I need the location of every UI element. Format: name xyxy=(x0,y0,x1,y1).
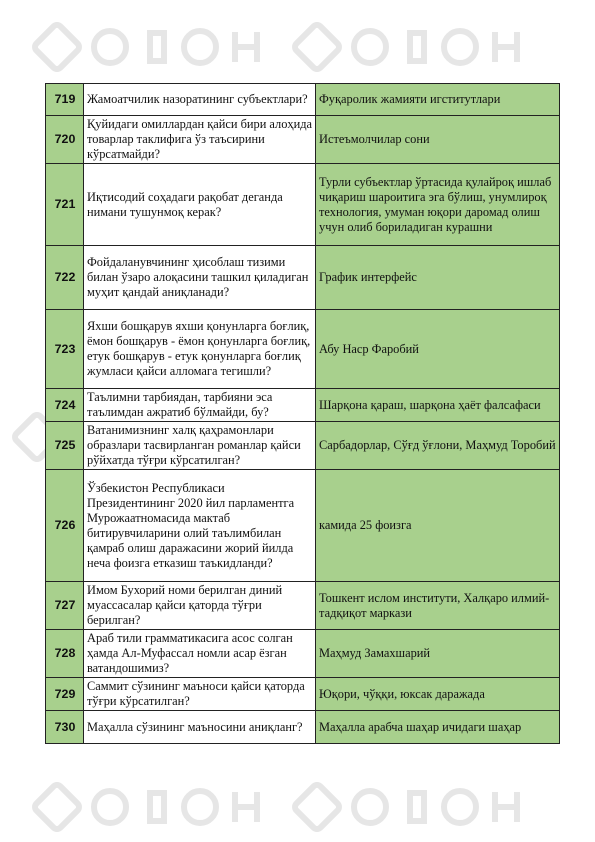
table-row xyxy=(46,630,560,678)
question-cell: Ватанимизнинг халқ қаҳрамонлари образлари тасвирланган романлар қайси рўйхатда тўғри кўрсатилган? xyxy=(84,422,316,470)
answer-cell: Сарбадорлар, Сўғд ўғлони, Маҳмуд Торобий xyxy=(316,422,560,470)
table-row xyxy=(46,711,560,744)
question-answer-table xyxy=(45,83,560,744)
answer-cell: Маҳалла арабча шаҳар ичидаги шаҳар xyxy=(316,711,560,744)
row-number: 730 xyxy=(46,711,84,744)
question-cell: Иқтисодий соҳадаги рақобат деганда нимани тушунмоқ керак? xyxy=(84,164,316,246)
question-cell: Яхши бошқарув яхши қонунларга боғлиқ, ёмон бошқарув - ёмон қонунларга боғлиқ, етук бошқарув - етук қонунларга боғлиқ жумласи қайси алломага тегишли? xyxy=(84,310,316,389)
row-number: 728 xyxy=(46,630,84,678)
answer-cell: Шарқона қараш, шарқона ҳаёт фалсафаси xyxy=(316,389,560,422)
answer-cell: Фуқаролик жамияти игститутлари xyxy=(316,84,560,116)
question-cell: Қуйидаги омиллардан қайси бири алоҳида товарлар таклифига ўз таъсирини кўрсатмайди? xyxy=(84,116,316,164)
question-cell: Фойдаланувчининг ҳисоблаш тизими билан ўзаро алоқасини ташкил қиладиган муҳит қандай аниқланади? xyxy=(84,246,316,310)
question-cell: Имом Бухорий номи берилган диний муассасалар қайси қаторда тўғри берилган? xyxy=(84,582,316,630)
question-cell: Маҳалла сўзининг маъносини аниқланг? xyxy=(84,711,316,744)
table-row xyxy=(46,246,560,310)
question-cell: Таълимни тарбиядан, тарбияни эса таълимдан ажратиб бўлмайди, бу? xyxy=(84,389,316,422)
answer-cell: График интерфейс xyxy=(316,246,560,310)
table-row xyxy=(46,116,560,164)
answer-cell: Абу Наср Фаробий xyxy=(316,310,560,389)
answer-cell: Истеъмолчилар сони xyxy=(316,116,560,164)
row-number: 720 xyxy=(46,116,84,164)
answer-cell: камида 25 фоизга xyxy=(316,470,560,582)
row-number: 722 xyxy=(46,246,84,310)
row-number: 727 xyxy=(46,582,84,630)
table-row xyxy=(46,164,560,246)
table-row xyxy=(46,389,560,422)
answer-cell: Турли субъектлар ўртасида қулайроқ ишлаб чиқариш шароитига эга бўлиш, унумлироқ технология, умуман юқори даромад олиш учун олиб бориладиган курашни xyxy=(316,164,560,246)
table-row xyxy=(46,422,560,470)
table-row xyxy=(46,582,560,630)
table-row xyxy=(46,678,560,711)
answer-cell: Маҳмуд Замахшарий xyxy=(316,630,560,678)
row-number: 723 xyxy=(46,310,84,389)
row-number: 719 xyxy=(46,84,84,116)
table-row xyxy=(46,84,560,116)
question-cell: Жамоатчилик назоратининг субъектлари? xyxy=(84,84,316,116)
row-number: 726 xyxy=(46,470,84,582)
question-cell: Араб тили грамматикасига асос солган ҳамда Ал-Муфассал номли асар ёзган ватандошимиз? xyxy=(84,630,316,678)
row-number: 725 xyxy=(46,422,84,470)
row-number: 724 xyxy=(46,389,84,422)
row-number: 729 xyxy=(46,678,84,711)
table-row xyxy=(46,470,560,582)
question-cell: Саммит сўзининг маъноси қайси қаторда тўғри кўрсатилган? xyxy=(84,678,316,711)
question-cell: Ўзбекистон Республикаси Президентининг 2020 йил парламентга Мурожаатномасида мактаб битирувчиларини олий таълимбилан қамраб олиш даражасини жорий йилда неча фоизга етказиш таъкидланди? xyxy=(84,470,316,582)
answer-cell: Тошкент ислом институти, Халқаро илмий-тадқиқот маркази xyxy=(316,582,560,630)
table-row xyxy=(46,310,560,389)
row-number: 721 xyxy=(46,164,84,246)
answer-cell: Юқори, чўққи, юксак даражада xyxy=(316,678,560,711)
